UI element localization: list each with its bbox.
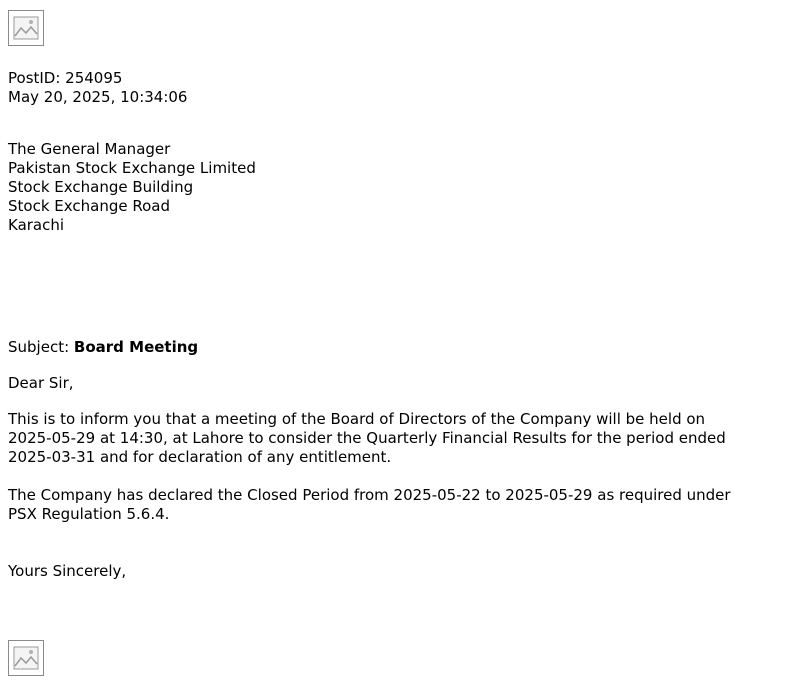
post-datetime: May 20, 2025, 10:34:06 (8, 88, 188, 106)
broken-image-icon (8, 640, 44, 676)
address-line: The General Manager (8, 140, 171, 158)
subject-line (8, 338, 198, 357)
salutation: Dear Sir, (8, 374, 74, 392)
paragraph-line: 2025-05-29 at 14:30, at Lahore to consider the Quarterly Financial Results for the period ended (8, 429, 726, 447)
address-line: Karachi (8, 216, 65, 234)
address-line: Pakistan Stock Exchange Limited (8, 159, 256, 177)
subject-label: Subject: (8, 338, 70, 356)
post-meta (8, 69, 187, 107)
address-line: Stock Exchange Building (8, 178, 194, 196)
paragraph-line: 2025-03-31 and for declaration of any entitlement. (8, 448, 392, 466)
paragraph-line: PSX Regulation 5.6.4. (8, 505, 170, 523)
paragraph-line: This is to inform you that a meeting of the Board of Directors of the Company will be held on (8, 410, 706, 428)
subject-title: Board Meeting (73, 338, 199, 356)
broken-image-icon (8, 10, 44, 46)
recipient-address (8, 140, 256, 235)
post-id: PostID: 254095 (8, 69, 123, 87)
body-paragraph-1 (8, 410, 788, 467)
closing: Yours Sincerely, (8, 562, 127, 580)
paragraph-line: The Company has declared the Closed Period from 2025-05-22 to 2025-05-29 as required under (8, 486, 731, 504)
address-line: Stock Exchange Road (8, 197, 170, 215)
body-paragraph-2 (8, 486, 788, 524)
